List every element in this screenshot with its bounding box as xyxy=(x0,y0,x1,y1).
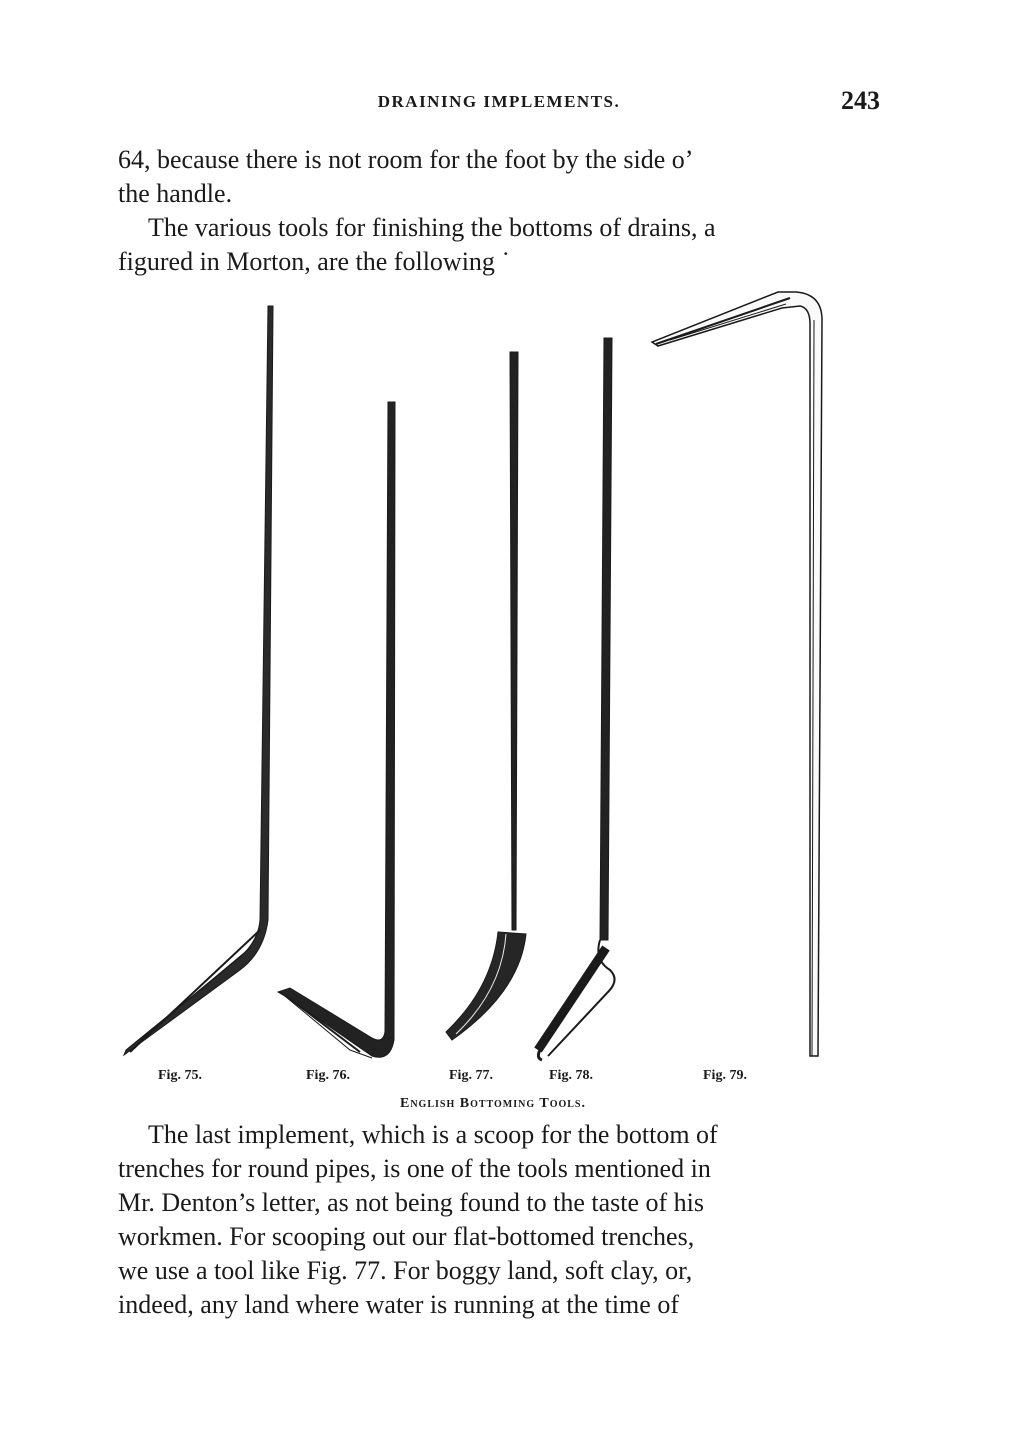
fig-75-label: Fig. 75. xyxy=(158,1068,202,1083)
paragraph-1 xyxy=(118,143,868,211)
fig-78-label: Fig. 78. xyxy=(549,1068,593,1083)
tools-illustration xyxy=(110,280,880,1070)
running-head xyxy=(118,86,880,118)
running-title: DRAINING IMPLEMENTS. xyxy=(377,92,621,111)
text-line: The various tools for finishing the bottoms of drains, a xyxy=(148,213,716,242)
text-line: Mr. Denton’s letter, as not being found to the taste of his xyxy=(118,1188,705,1217)
paragraph-2 xyxy=(118,211,868,279)
fig-79-label: Fig. 79. xyxy=(703,1068,747,1083)
tool-fig-75 xyxy=(124,306,273,1055)
text-line: trenches for round pipes, is one of the tools mentioned in xyxy=(118,1154,711,1183)
tool-fig-77 xyxy=(446,352,526,1040)
fig-77-label: Fig. 77. xyxy=(449,1068,493,1083)
text-line: workmen. For scooping out our flat-bottomed trenches, xyxy=(118,1222,695,1251)
text-line: indeed, any land where water is running at the time of xyxy=(118,1290,679,1319)
tool-fig-76 xyxy=(278,402,395,1058)
tool-fig-79 xyxy=(652,292,822,1056)
tool-fig-78 xyxy=(538,338,615,1060)
fig-76-label: Fig. 76. xyxy=(306,1068,350,1083)
page-number: 243 xyxy=(841,86,880,115)
text-line: 64, because there is not room for the foot by the side o’ xyxy=(118,145,694,174)
text-line: The last implement, which is a scoop for the bottom of xyxy=(148,1120,718,1149)
text-line: the handle. xyxy=(118,179,233,208)
figure-bottoming-tools xyxy=(110,280,880,1070)
paragraph-3 xyxy=(118,1118,868,1322)
text-line: figured in Morton, are the following ˙ xyxy=(118,247,511,276)
figure-caption: English Bottoming Tools. xyxy=(400,1096,586,1111)
text-line: we use a tool like Fig. 77. For boggy land, soft clay, or, xyxy=(118,1256,693,1285)
